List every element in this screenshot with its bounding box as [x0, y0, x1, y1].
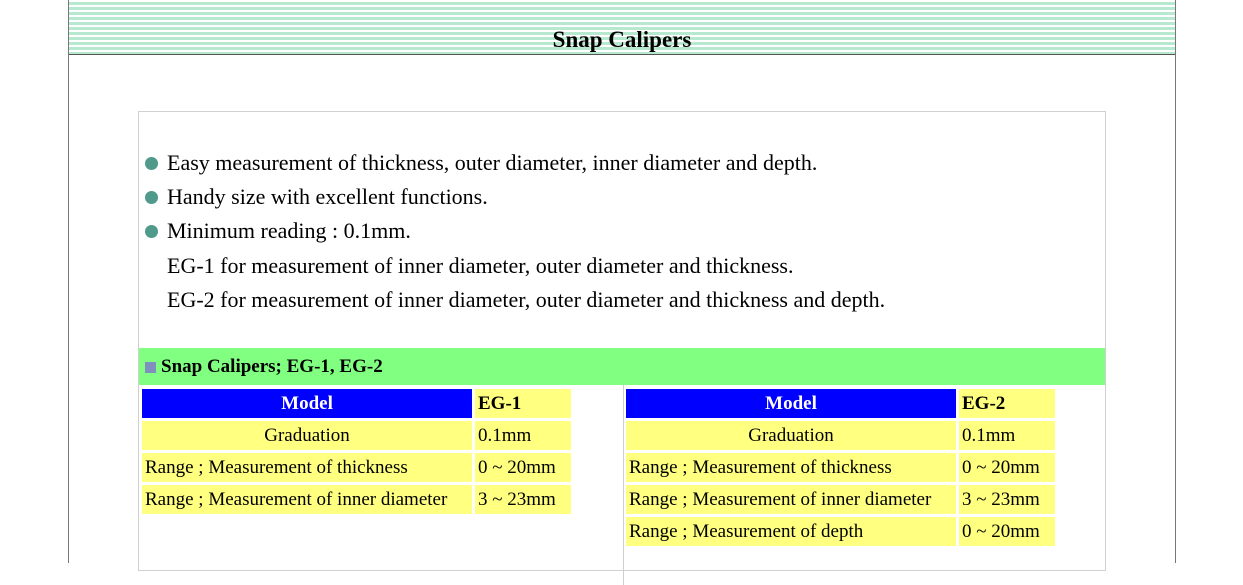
table-row	[626, 421, 1055, 450]
spec-value-cell: 0 ~ 20mm	[959, 453, 1055, 482]
spec-value-cell: 0.1mm	[475, 421, 571, 450]
table-row	[142, 453, 571, 482]
feature-text: Minimum reading : 0.1mm.	[167, 218, 411, 243]
model-value-cell: EG-2	[959, 389, 1055, 418]
model-header-cell: Model	[142, 389, 472, 418]
feature-item	[139, 249, 1105, 283]
feature-item	[139, 146, 1105, 180]
section-bar	[139, 348, 1105, 385]
feature-text: Handy size with excellent functions.	[167, 184, 488, 209]
spec-table-eg2	[623, 386, 1058, 549]
model-header-cell: Model	[626, 389, 956, 418]
feature-item	[139, 214, 1105, 248]
spec-table-eg1	[139, 386, 574, 517]
feature-text: EG-2 for measurement of inner diameter, outer diameter and thickness and depth.	[167, 287, 886, 312]
feature-list	[139, 146, 1105, 317]
table-row	[626, 389, 1055, 418]
table-row	[142, 389, 571, 418]
spec-value-cell: 0.1mm	[959, 421, 1055, 450]
spec-value-cell: 0 ~ 20mm	[959, 517, 1055, 546]
square-bullet-icon	[145, 362, 156, 373]
table-row	[626, 517, 1055, 546]
spec-value-cell: 3 ~ 23mm	[959, 485, 1055, 514]
spec-label-cell: Range ; Measurement of thickness	[142, 453, 472, 482]
spec-label-cell: Range ; Measurement of depth	[626, 517, 956, 546]
feature-text: Easy measurement of thickness, outer diameter, inner diameter and depth.	[167, 150, 818, 175]
bullet-icon	[145, 157, 158, 170]
spec-label-cell: Range ; Measurement of inner diameter	[142, 485, 472, 514]
section-title: Snap Calipers; EG-1, EG-2	[161, 356, 383, 377]
spec-label-cell: Graduation	[142, 421, 472, 450]
model-value-cell: EG-1	[475, 389, 571, 418]
table-row	[626, 453, 1055, 482]
feature-item	[139, 283, 1105, 317]
feature-text: EG-1 for measurement of inner diameter, outer diameter and thickness.	[167, 253, 794, 278]
spec-value-cell: 0 ~ 20mm	[475, 453, 571, 482]
spec-label-cell: Range ; Measurement of thickness	[626, 453, 956, 482]
table-row	[626, 485, 1055, 514]
spec-label-cell: Graduation	[626, 421, 956, 450]
content-box	[138, 111, 1106, 571]
feature-item	[139, 180, 1105, 214]
spec-value-cell: 3 ~ 23mm	[475, 485, 571, 514]
page-title: Snap Calipers	[552, 27, 692, 52]
table-row	[142, 485, 571, 514]
bullet-icon	[145, 225, 158, 238]
spec-label-cell: Range ; Measurement of inner diameter	[626, 485, 956, 514]
bullet-icon	[145, 191, 158, 204]
table-row	[142, 421, 571, 450]
